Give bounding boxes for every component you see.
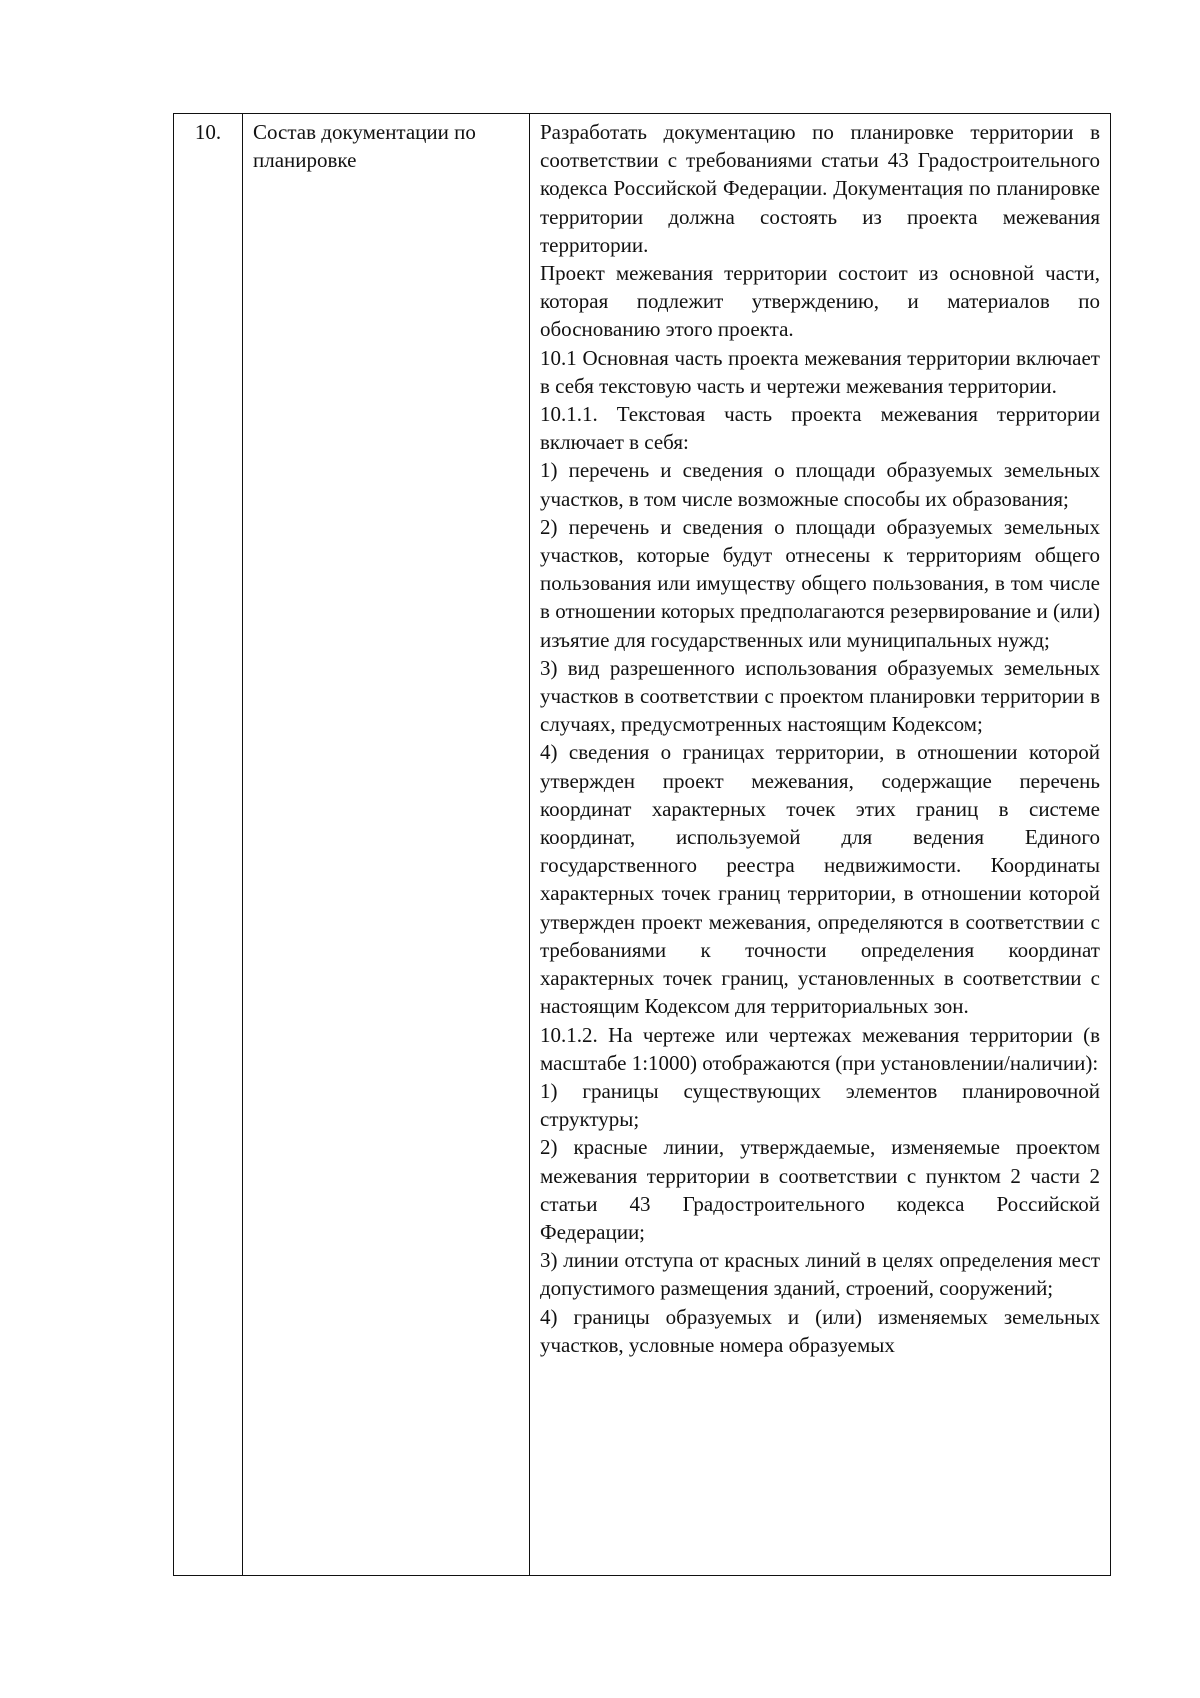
paragraph: 4) границы образуемых и (или) изменяемых земельных участков, условные номера образуемых (540, 1304, 1100, 1357)
paragraph: 3) вид разрешенного использования образуемых земельных участков в соответствии с проектом планировки территории в случаях, предусмотренных настоящим Кодексом; (540, 655, 1100, 737)
paragraph: 2) перечень и сведения о площади образуемых земельных участков, которые будут отнесены к территориям общего пользования или имуществу общего пользования, в том числе в отношении которых предполагаются резервирование и (или) изъятие для государственных или муниципальных нужд; (540, 514, 1100, 652)
row-description (530, 114, 1111, 1576)
requirements-table (173, 113, 1111, 1576)
paragraph: 3) линии отступа от красных линий в целях определения мест допустимого размещения зданий, строений, сооружений; (540, 1248, 1100, 1301)
paragraph: Проект межевания территории состоит из основной части, которая подлежит утверждению, и материалов по обоснованию этого проекта. (540, 261, 1100, 342)
paragraph: 10.1 Основная часть проекта межевания территории включает в себя текстовую часть и чертежи межевания территории. (540, 345, 1100, 398)
table-row (174, 114, 1111, 1576)
paragraph: Разработать документацию по планировке территории в соответствии с требованиями статьи 43 Градостроительного кодекса Российской Федерации. Документация по планировке территории должна состоять из проекта межевания территории. (540, 120, 1100, 257)
paragraph: 2) красные линии, утверждаемые, изменяемые проектом межевания территории в соответствии с пунктом 2 части 2 статьи 43 Градостроительного кодекса Российской Федерации; (540, 1135, 1100, 1244)
row-title: Состав документации по планировке (243, 114, 530, 1576)
paragraph: 1) перечень и сведения о площади образуемых земельных участков, в том числе возможные способы их образования; (540, 458, 1100, 511)
paragraph: 1) границы существующих элементов планировочной структуры; (540, 1078, 1100, 1132)
row-number: 10. (174, 114, 243, 1576)
paragraph: 10.1.2. На чертеже или чертежах межевания территории (в масштабе 1:1000) отображаются (при установлении/наличии): (540, 1022, 1100, 1075)
paragraph: 4) сведения о границах территории, в отношении которой утвержден проект межевания, содержащие перечень координат характерных точек этих границ в системе координат, используемой для ведения Единого государственного реестра недвижимости. Координаты характерных точек границ территории, в отношении которой утвержден проект межевания, определяются в соответствии с требованиями к точности определения координат характерных точек границ, установленных в соответствии с настоящим Кодексом для территориальных зон. (540, 740, 1100, 1019)
paragraph: 10.1.1. Текстовая часть проекта межевания территории включает в себя: (540, 402, 1100, 455)
